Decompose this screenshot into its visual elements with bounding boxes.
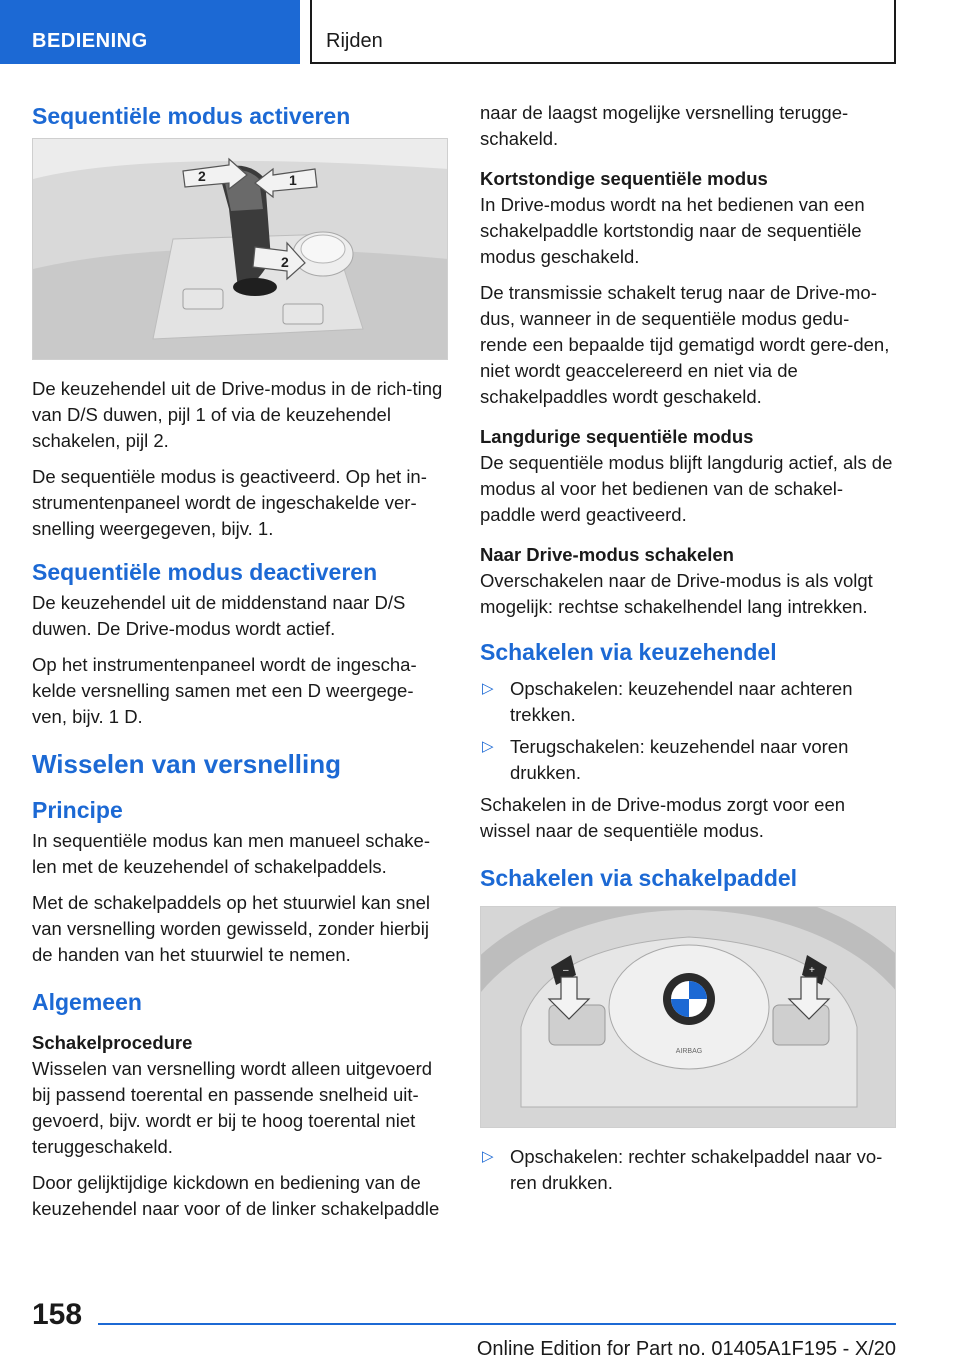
minus-label: – <box>563 965 569 976</box>
paragraph: Op het instrumentenpaneel wordt de ingescha-kelde versnelling samen met een D weergege-ven, bijv. 1 D. <box>32 654 417 727</box>
plus-label: + <box>809 965 815 976</box>
page-number: 158 <box>32 1298 83 1331</box>
arrow-label-1: 1 <box>289 172 297 188</box>
paragraph: De sequentiële modus blijft langdurig actief, als de modus al voor het bedienen van de schakel-paddle werd geactiveerd. <box>480 452 893 525</box>
triangle-bullet-icon: ▷ <box>482 1148 494 1165</box>
left-column <box>32 100 448 1232</box>
triangle-bullet-icon: ▷ <box>482 680 494 697</box>
gear-selector-illustration <box>32 138 448 360</box>
paragraph: In Drive-modus wordt na het bedienen van een schakelpaddle kortstondig naar de sequentiële modus geschakeld. <box>480 194 865 267</box>
arrow-label-2-bottom: 2 <box>281 254 289 270</box>
paragraph: Wisselen van versnelling wordt alleen uitgevoerd bij passend toerental en passende snelheid uit-gevoerd, bijv. wordt er bij te hoog toerental niet teruggeschakeld. <box>32 1058 433 1157</box>
footer-divider <box>98 1323 896 1325</box>
heading-to-drive: Naar Drive-modus schakelen <box>480 544 734 565</box>
airbag-label: AIRBAG <box>675 1048 703 1055</box>
paragraph: Door gelijktijdige kickdown en bediening van de keuzehendel naar voor of de linker schakelpaddle <box>32 1172 440 1219</box>
arrow-label-2-top: 2 <box>198 168 206 184</box>
heading-long-mode: Langdurige sequentiële modus <box>480 426 754 447</box>
heading-shift: Wisselen van versnelling <box>32 749 342 779</box>
paragraph: In sequentiële modus kan men manueel schake-len met de keuzehendel of schakelpaddels. <box>32 830 430 877</box>
list-item: ▷ Opschakelen: keuzehendel naar achteren trekken. <box>482 678 853 725</box>
paragraph: De keuzehendel uit de middenstand naar D/S duwen. De Drive-modus wordt actief. <box>32 592 406 639</box>
heading-deactivate: Sequentiële modus deactiveren <box>32 559 378 585</box>
heading-general: Algemeen <box>32 989 142 1015</box>
paragraph: Met de schakelpaddels op het stuurwiel kan snel van versnelling worden gewisseld, zonder hierbij de handen van het stuurwiel te nemen. <box>32 892 430 965</box>
heading-procedure: Schakelprocedure <box>32 1032 193 1053</box>
paragraph: De transmissie schakelt terug naar de Drive-mo-dus, wanneer in de sequentiële modus gedu-rende een bepaalde tijd gematigd wordt gere-den, niet wordt geaccelereerd en niet via de schakelpaddles wordt geschakeld. <box>480 282 890 407</box>
heading-activate: Sequentiële modus activeren <box>32 103 351 129</box>
list-item: ▷ Terugschakelen: keuzehendel naar voren drukken. <box>482 736 849 783</box>
paragraph: De keuzehendel uit de Drive-modus in de rich-ting van D/S duwen, pijl 1 of via de keuzehendel schakelen, pijl 2. <box>32 378 443 451</box>
triangle-bullet-icon: ▷ <box>482 738 494 755</box>
page-footer <box>0 1290 960 1362</box>
footer-edition: Online Edition for Part no. 01405A1F195 - X/20 <box>476 1338 896 1360</box>
paragraph: Schakelen in de Drive-modus zorgt voor een wissel naar de sequentiële modus. <box>480 794 846 841</box>
page-header <box>0 0 960 66</box>
list-item: ▷ Opschakelen: rechter schakelpaddel naar vo-ren drukken. <box>482 1146 883 1193</box>
paragraph: De sequentiële modus is geactiveerd. Op het in-strumentenpaneel wordt de ingeschakelde ver-snelling weergegeven, bijv. 1. <box>32 466 427 539</box>
paragraph: naar de laagst mogelijke versnelling terugge-schakeld. <box>480 102 849 149</box>
steering-wheel-illustration <box>480 906 896 1128</box>
heading-short-mode: Kortstondige sequentiële modus <box>480 168 768 189</box>
heading-principle: Principe <box>32 797 123 823</box>
right-column <box>480 100 896 1202</box>
section-tab: BEDIENING <box>0 0 300 64</box>
chapter-box <box>310 0 896 64</box>
heading-via-lever: Schakelen via keuzehendel <box>480 639 777 665</box>
heading-via-paddle: Schakelen via schakelpaddel <box>480 865 798 891</box>
paragraph: Overschakelen naar de Drive-modus is als volgt mogelijk: rechtse schakelhendel lang intrekken. <box>480 570 873 617</box>
chapter-title: Rijden <box>326 30 383 52</box>
